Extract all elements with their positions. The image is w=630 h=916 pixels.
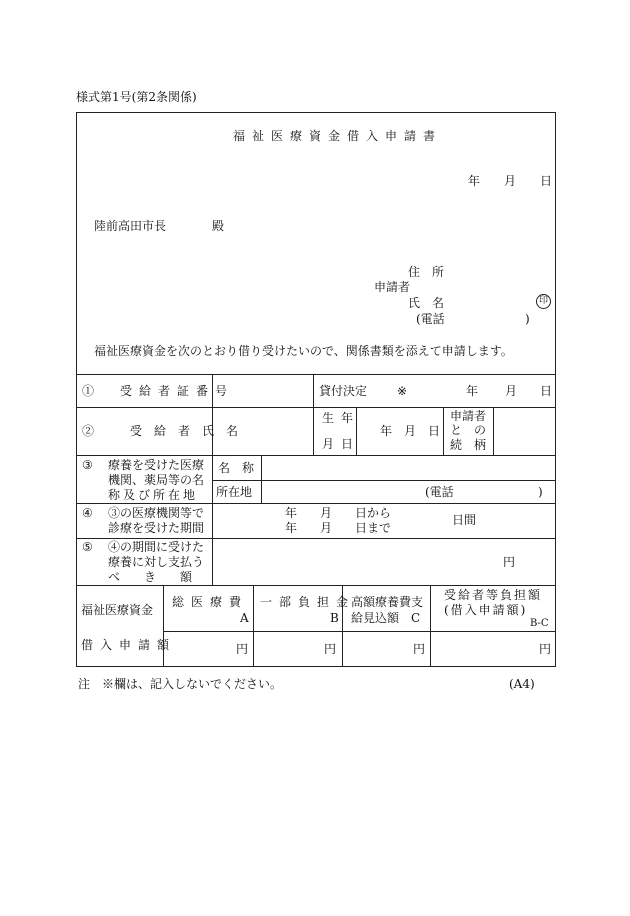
addressee-honorific: 殿 (212, 219, 225, 233)
relation-label-1: 申請者 (450, 409, 487, 423)
col-burden-label-1: 受給者等負担額 (444, 588, 543, 602)
row5-line2: 療養に対し支払う (108, 555, 205, 569)
date-day: 日 (540, 174, 553, 188)
row2-day: 日 (428, 424, 441, 438)
row4-line1: ③の医療機関等で (108, 506, 205, 520)
relation-label-3: 続柄 (450, 438, 499, 452)
loan-col-line-1 (163, 585, 164, 667)
col-high-label-1: 高額療養費支 (351, 595, 424, 609)
partial-yen: 円 (324, 642, 337, 656)
col-partial-code: B (330, 611, 339, 625)
seal-mark: 印 (536, 294, 551, 309)
row1-month: 月 (505, 384, 518, 398)
from-month: 月 (320, 506, 333, 520)
loan-col-line-4 (430, 585, 431, 667)
row4-line2: 診療を受けた期間 (108, 521, 205, 535)
total-yen: 円 (236, 642, 249, 656)
row3-line3: 称及び所在地 (108, 488, 199, 502)
from-day: 日から (355, 506, 392, 520)
from-year: 年 (285, 506, 298, 520)
loan-row-label-2: 借入申請額 (81, 638, 177, 652)
row1-bottom-line (76, 407, 556, 408)
institution-name-label: 名 称 (218, 461, 255, 475)
col-total-label: 総医療費 (172, 595, 249, 609)
row3-mid-line (212, 480, 556, 481)
paper-size: (A4) (509, 677, 535, 691)
form-title: 福祉医療資金借入申請書 (233, 129, 443, 143)
phone-close: ) (525, 312, 530, 326)
high-yen: 円 (413, 642, 426, 656)
address-label: 住 所 (408, 265, 445, 279)
row1-year: 年 (466, 384, 479, 398)
date-year: 年 (468, 174, 481, 188)
col-burden-label-2: (借入申請額) (444, 603, 528, 617)
col-total-code: A (240, 611, 249, 625)
row2-month: 月 (404, 424, 417, 438)
row5-line3: べき額 (108, 570, 217, 584)
row2-label: ② 受給者氏名 (82, 424, 251, 438)
row2-bottom-line (76, 455, 556, 456)
col-burden-code: B-C (530, 618, 549, 629)
row3-phone-close: ) (538, 485, 543, 499)
birth-label-2: 月日 (322, 437, 361, 451)
burden-yen: 円 (539, 642, 552, 656)
addressee-mayor: 陸前高田市長 (94, 219, 167, 233)
row5-number: ⑤ (82, 540, 93, 554)
col-partial-label: 一部負担金 (260, 595, 356, 609)
row3-phone-label: (電話 (425, 485, 454, 499)
applicant-label: 申請者 (374, 280, 411, 294)
row1-day: 日 (540, 384, 553, 398)
row3-col-line (261, 455, 262, 503)
footnote: 注 ※欄は、記入しないでください。 (78, 677, 283, 691)
loan-header-bottom-line (163, 631, 556, 632)
row3-bottom-line (76, 503, 556, 504)
row5-yen: 円 (503, 555, 516, 569)
date-month: 月 (504, 174, 517, 188)
rows12-col-line-a (313, 374, 314, 455)
label-col-line (212, 374, 213, 585)
days-label: 日間 (452, 513, 477, 527)
row3-line1: 療養を受けた医療 (108, 458, 205, 472)
to-month: 月 (320, 521, 333, 535)
relation-label-2: との (450, 423, 499, 437)
row3-line2: 機関、薬局等の名 (108, 473, 205, 487)
row4-number: ④ (82, 506, 93, 520)
institution-location-label: 所在地 (216, 485, 253, 499)
row2-col-line-c (443, 407, 444, 455)
loan-decision-mark: ※ (397, 384, 408, 398)
row4-bottom-line (76, 538, 556, 539)
row5-bottom-line (76, 585, 556, 586)
form-number: 様式第1号(第2条関係) (76, 90, 197, 104)
phone-label: (電話 (416, 312, 445, 326)
loan-decision-label: 貸付決定 (319, 384, 368, 398)
name-label: 氏 名 (408, 296, 445, 310)
table-top-line (76, 374, 556, 375)
row3-number: ③ (82, 458, 93, 472)
loan-row-label-1: 福祉医療資金 (81, 603, 154, 617)
birth-label-1: 生年 (322, 411, 361, 425)
to-day: 日まで (355, 521, 392, 535)
col-high-label-2: 給見込額 C (351, 611, 421, 625)
statement: 福祉医療資金を次のとおり借り受けたいので、関係書類を添えて申請します。 (94, 344, 513, 358)
loan-col-line-2 (253, 585, 254, 667)
row2-year: 年 (380, 424, 393, 438)
row1-label: ① 受給者証番号 (82, 384, 235, 398)
row5-line1: ④の期間に受けた (108, 540, 205, 554)
to-year: 年 (285, 521, 298, 535)
